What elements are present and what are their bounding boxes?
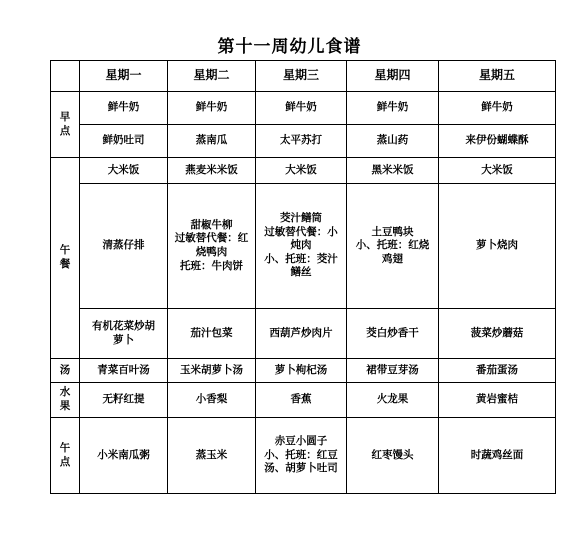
menu-cell: 蒸山药 [347, 125, 439, 158]
lunch-staple-row [51, 158, 556, 184]
menu-cell: 鲜牛奶 [80, 92, 168, 125]
menu-line: 托班：牛肉饼 [180, 259, 243, 272]
menu-cell [256, 184, 347, 309]
header-row [51, 61, 556, 92]
menu-cell: 黄岩蜜桔 [439, 383, 556, 418]
day-header: 星期四 [347, 61, 439, 92]
menu-line: 炖肉 [290, 239, 312, 252]
menu-cell: 茭白炒香干 [347, 309, 439, 359]
menu-line: 有机花菜炒胡 [92, 319, 155, 332]
menu-cell: 大米饭 [80, 158, 168, 184]
category-breakfast: 早 点 [51, 92, 80, 158]
fruit-row [51, 383, 556, 418]
menu-cell: 鲜牛奶 [256, 92, 347, 125]
menu-line: 过敏替代餐：小 [264, 225, 338, 238]
lunch-main-row [51, 184, 556, 309]
menu-cell [168, 184, 256, 309]
category-fruit: 水 果 [51, 383, 80, 418]
menu-cell: 大米饭 [439, 158, 556, 184]
menu-line: 茭汁鳝筒 [280, 211, 322, 224]
menu-line: 鸡翅 [382, 252, 403, 265]
menu-line: 小、托班：茭汁 [264, 252, 338, 265]
menu-cell: 蒸南瓜 [168, 125, 256, 158]
menu-cell: 番茄蛋汤 [439, 359, 556, 383]
day-header: 星期三 [256, 61, 347, 92]
menu-cell: 大米饭 [256, 158, 347, 184]
category-snack: 午 点 [51, 418, 80, 494]
menu-cell: 时蔬鸡丝面 [439, 418, 556, 494]
menu-line: 鳝丝 [290, 266, 312, 279]
menu-cell: 鲜牛奶 [439, 92, 556, 125]
menu-cell: 火龙果 [347, 383, 439, 418]
menu-cell: 玉米胡萝卜汤 [168, 359, 256, 383]
menu-cell [439, 184, 556, 309]
day-header: 星期五 [439, 61, 556, 92]
menu-cell [347, 184, 439, 309]
page-title: 第十一周幼儿食谱 [217, 37, 362, 57]
menu-line: 小、托班：红烧 [355, 239, 430, 252]
category-soup: 汤 [51, 359, 80, 383]
soup-row [51, 359, 556, 383]
menu-cell: 萝卜枸杞汤 [256, 359, 347, 383]
menu-cell: 青菜百叶汤 [80, 359, 168, 383]
menu-cell: 黑米米饭 [347, 158, 439, 184]
breakfast-row-1 [51, 92, 556, 125]
corner-cell [51, 61, 80, 92]
menu-line: 萝卜 [113, 333, 134, 346]
menu-cell: 鲜牛奶 [347, 92, 439, 125]
menu-cell: 鲜牛奶 [168, 92, 256, 125]
menu-line: 赤豆小圆子 [274, 435, 328, 448]
menu-line: 汤、胡萝卜吐司 [264, 462, 338, 475]
menu-cell: 太平苏打 [256, 125, 347, 158]
menu-line: 甜椒牛柳 [190, 218, 233, 231]
weekly-menu-table [50, 60, 556, 494]
menu-cell: 蒸玉米 [168, 418, 256, 494]
menu-cell: 裙带豆芽汤 [347, 359, 439, 383]
menu-line: 小、托班：红豆 [264, 448, 338, 461]
menu-cell: 燕麦米米饭 [168, 158, 256, 184]
menu-cell: 茄汁包菜 [168, 309, 256, 359]
menu-line: 土豆鸭块 [371, 225, 414, 238]
menu-cell: 无籽红提 [80, 383, 168, 418]
category-lunch: 午 餐 [51, 158, 80, 359]
menu-line: 萝卜烧肉 [476, 239, 518, 252]
menu-line: 清蒸仔排 [102, 239, 145, 252]
day-header: 星期二 [168, 61, 256, 92]
menu-cell: 来伊份蝴蝶酥 [439, 125, 556, 158]
menu-cell: 小米南瓜粥 [80, 418, 168, 494]
snack-row [51, 418, 556, 494]
menu-line: 过敏替代餐：红 [174, 232, 249, 245]
menu-cell: 鲜奶吐司 [80, 125, 168, 158]
breakfast-row-2 [51, 125, 556, 158]
menu-cell: 红枣馒头 [347, 418, 439, 494]
menu-cell [80, 309, 168, 359]
menu-cell: 小香梨 [168, 383, 256, 418]
menu-cell: 西葫芦炒肉片 [256, 309, 347, 359]
menu-cell [80, 184, 168, 309]
lunch-veg-row [51, 309, 556, 359]
menu-line: 烧鸭肉 [195, 246, 228, 258]
menu-cell [256, 418, 347, 494]
menu-cell: 香蕉 [256, 383, 347, 418]
day-header: 星期一 [80, 61, 168, 92]
menu-cell: 菠菜炒蘑菇 [439, 309, 556, 359]
